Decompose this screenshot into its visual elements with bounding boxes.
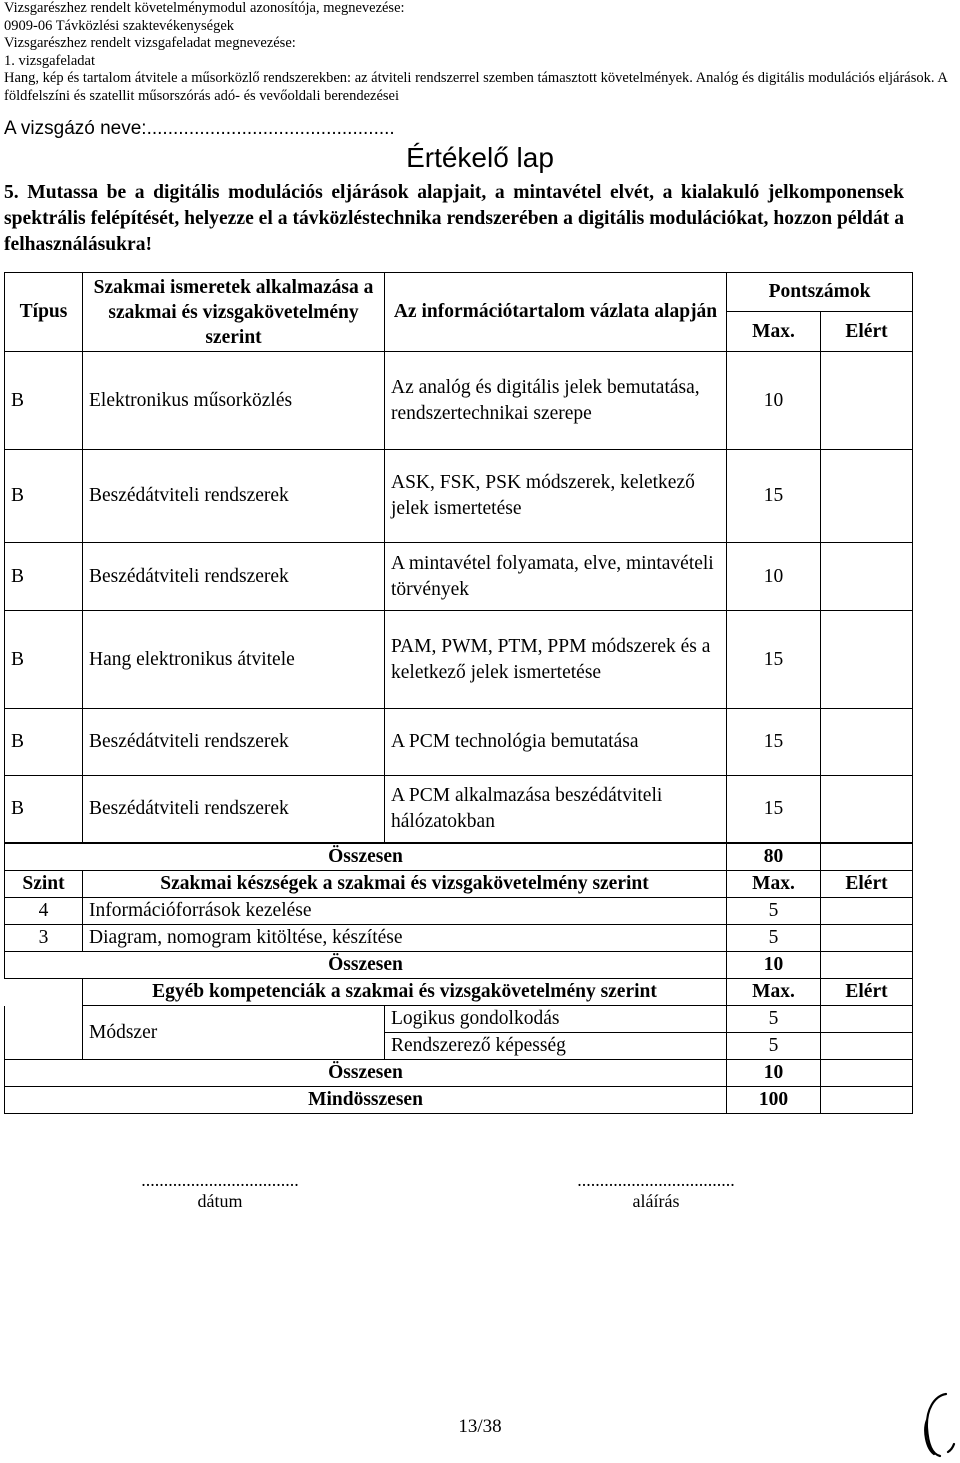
row-max: 15 <box>727 709 821 776</box>
row-level: 4 <box>5 898 83 925</box>
row-content: A PCM alkalmazása beszédátviteli hálózatokban <box>385 776 727 843</box>
row-skill: Diagram, nomogram kitöltése, készítése <box>83 925 727 952</box>
table-row <box>5 925 913 952</box>
row-max: 15 <box>727 450 821 543</box>
row-topic: Elektronikus műsorközlés <box>83 352 385 450</box>
row-competency: Logikus gondolkodás <box>385 1006 727 1033</box>
row-topic: Hang elektronikus átvitele <box>83 611 385 709</box>
row-max: 5 <box>727 898 821 925</box>
row-content: PAM, PWM, PTM, PPM módszerek és a keletkező jelek ismertetése <box>385 611 727 709</box>
competency-total-label: Összesen <box>5 1060 727 1087</box>
table-row <box>5 709 913 776</box>
row-achieved[interactable] <box>821 1006 913 1033</box>
row-content: Az analóg és digitális jelek bemutatása, rendszertechnikai szerepe <box>385 352 727 450</box>
table-row <box>5 776 913 843</box>
date-signature-block <box>80 1170 360 1212</box>
knowledge-table <box>4 272 913 843</box>
total-row <box>5 1060 913 1087</box>
header-task-description: Hang, kép és tartalom átvitele a műsorközlő rendszerekben: az átviteli rendszerrel szemben támasztott követelmények. Analóg és digitális modulációs eljárások. A földfelszíni és szatellit műsorszórás adó- és vevőoldali berendezései <box>4 70 947 104</box>
signature-dots: ................................... <box>577 1170 735 1190</box>
row-level: 3 <box>5 925 83 952</box>
header-module-name: 0909-06 Távközlési szaktevékenységek <box>4 17 235 34</box>
table-row <box>5 611 913 709</box>
total-row <box>5 844 913 871</box>
col-header-max: Max. <box>727 312 821 352</box>
page-number: 13/38 <box>458 1416 502 1437</box>
knowledge-total-achieved[interactable] <box>821 844 913 871</box>
col-header-knowledge: Szakmai ismeretek alkalmazása a szakmai és vizsgakövetelmény szerint <box>83 273 385 352</box>
row-max: 10 <box>727 352 821 450</box>
row-type: B <box>5 450 83 543</box>
col-header-outline: Az információtartalom vázlata alapján <box>385 273 727 352</box>
skills-total-max: 10 <box>727 952 821 979</box>
row-max: 5 <box>727 1006 821 1033</box>
grand-total-row <box>5 1087 913 1114</box>
row-achieved[interactable] <box>821 352 913 450</box>
col-header-max: Max. <box>727 871 821 898</box>
grand-total-label: Mindösszesen <box>5 1087 727 1114</box>
row-max: 15 <box>727 611 821 709</box>
empty-cell <box>5 979 83 1006</box>
competency-total-max: 10 <box>727 1060 821 1087</box>
row-type: B <box>5 709 83 776</box>
task-statement: 5. Mutassa be a digitális modulációs eljárások alapjait, a mintavétel elvét, a kialakuló jelkomponensek spektrális felépítését, helyezze el a távközléstechnika rendszerében a digitális modulációkat, hozzon példát a felhasználásukra! <box>4 182 904 255</box>
row-type: B <box>5 352 83 450</box>
handwritten-mark-icon <box>918 1390 958 1460</box>
col-header-type: Típus <box>5 273 83 352</box>
signature-label: aláírás <box>632 1191 680 1211</box>
table-row <box>5 1006 913 1033</box>
col-header-skills: Szakmai készségek a szakmai és vizsgakövetelmény szerint <box>83 871 727 898</box>
skills-total-achieved[interactable] <box>821 952 913 979</box>
candidate-name-line: A vizsgázó neve:............................................... <box>4 118 395 139</box>
table-row <box>5 450 913 543</box>
date-dots: ................................... <box>141 1170 299 1190</box>
col-header-achieved: Elért <box>821 979 913 1006</box>
row-type: B <box>5 611 83 709</box>
competency-total-achieved[interactable] <box>821 1060 913 1087</box>
col-header-achieved: Elért <box>821 871 913 898</box>
col-header-competencies: Egyéb kompetenciák a szakmai és vizsgakövetelmény szerint <box>83 979 727 1006</box>
col-header-level: Szint <box>5 871 83 898</box>
row-topic: Beszédátviteli rendszerek <box>83 543 385 611</box>
row-achieved[interactable] <box>821 611 913 709</box>
row-competency: Rendszerező képesség <box>385 1033 727 1060</box>
table-row <box>5 352 913 450</box>
row-content: A PCM technológia bemutatása <box>385 709 727 776</box>
row-topic: Beszédátviteli rendszerek <box>83 709 385 776</box>
row-content: ASK, FSK, PSK módszerek, keletkező jelek ismertetése <box>385 450 727 543</box>
empty-cell <box>5 1006 83 1060</box>
total-row <box>5 952 913 979</box>
page-title: Értékelő lap <box>406 142 554 173</box>
row-topic: Beszédátviteli rendszerek <box>83 450 385 543</box>
row-achieved[interactable] <box>821 543 913 611</box>
header-task-number: 1. vizsgafeladat <box>4 52 95 69</box>
row-type: B <box>5 776 83 843</box>
knowledge-total-max: 80 <box>727 844 821 871</box>
grand-total-achieved[interactable] <box>821 1087 913 1114</box>
col-header-max: Max. <box>727 979 821 1006</box>
row-max: 5 <box>727 925 821 952</box>
row-achieved[interactable] <box>821 898 913 925</box>
grand-total-max: 100 <box>727 1087 821 1114</box>
row-max: 10 <box>727 543 821 611</box>
row-content: A mintavétel folyamata, elve, mintavételi törvények <box>385 543 727 611</box>
knowledge-total-label: Összesen <box>5 844 727 871</box>
row-achieved[interactable] <box>821 709 913 776</box>
row-achieved[interactable] <box>821 776 913 843</box>
row-achieved[interactable] <box>821 925 913 952</box>
header-task-label: Vizsgarészhez rendelt vizsgafeladat megnevezése: <box>4 35 296 51</box>
col-header-achieved: Elért <box>821 312 913 352</box>
row-topic: Beszédátviteli rendszerek <box>83 776 385 843</box>
row-skill: Információforrások kezelése <box>83 898 727 925</box>
row-type: B <box>5 543 83 611</box>
table-row <box>5 543 913 611</box>
row-achieved[interactable] <box>821 450 913 543</box>
skills-table <box>4 843 913 1114</box>
header-module-label: Vizsgarészhez rendelt követelménymodul azonosítója, megnevezése: <box>4 0 405 16</box>
competency-group: Módszer <box>83 1006 385 1060</box>
row-max: 5 <box>727 1033 821 1060</box>
skills-total-label: Összesen <box>5 952 727 979</box>
table-row <box>5 898 913 925</box>
date-label: dátum <box>197 1191 243 1211</box>
row-max: 15 <box>727 776 821 843</box>
page-header <box>4 0 956 105</box>
row-achieved[interactable] <box>821 1033 913 1060</box>
signature-block <box>516 1170 796 1212</box>
col-header-points: Pontszámok <box>727 273 913 312</box>
